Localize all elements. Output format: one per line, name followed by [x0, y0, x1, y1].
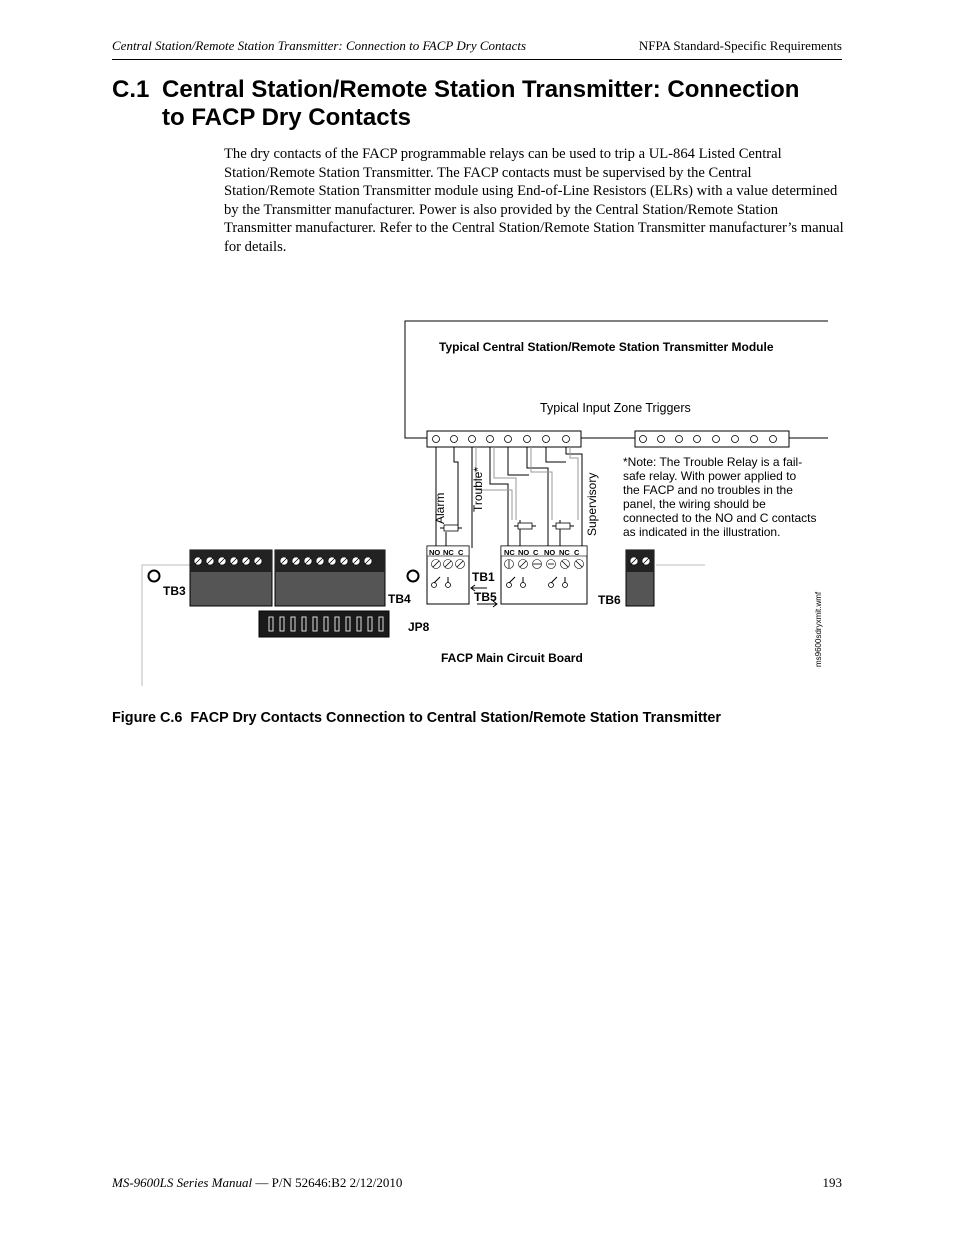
facp-board-label: FACP Main Circuit Board — [441, 651, 583, 665]
tb3-label: TB3 — [163, 584, 186, 598]
mounting-hole-left — [149, 571, 160, 582]
zone-triggers-label: Typical Input Zone Triggers — [540, 401, 691, 415]
tb1-contact-c: C — [458, 548, 464, 557]
mounting-hole-center — [408, 571, 419, 582]
elr-resistors — [440, 523, 574, 531]
body-paragraph: The dry contacts of the FACP programmable relays can be used to trip a UL-864 Listed Central Station/Remote Station Transmitter. The FACP contacts must be supervised by the Central Station/Remote Station Transmitter module using End-of-Line Resistors (ELRs) with a value determined by the Transmitter manufacturer. Power is also provided by the Central Station/Remote Station Transmitter manufacturer. Refer to the Central Station/Remote Station Transmitter manufacturer’s manual for details. — [224, 146, 844, 255]
section-title-line1: Central Station/Remote Station Transmitter: Connection — [162, 76, 800, 103]
trouble-relay-note — [623, 455, 816, 539]
jumper-jp8 — [259, 611, 389, 637]
tb1-contact-nc: NC — [443, 548, 454, 557]
note-line: as indicated in the illustration. — [623, 525, 781, 539]
page-number: 193 — [822, 1175, 842, 1190]
trouble-label: Trouble* — [471, 467, 485, 512]
tb5-contact: NC — [504, 548, 515, 557]
tb5-contact: NO — [544, 548, 556, 557]
supervisory-wire-1 — [508, 447, 529, 475]
tb6-label: TB6 — [598, 593, 621, 607]
tb1-contact-no: NO — [429, 548, 441, 557]
note-line: the FACP and no troubles in the — [623, 483, 793, 497]
supervisory-label: Supervisory — [585, 472, 599, 536]
terminal-block-tb3 — [190, 550, 272, 606]
tb5-contact: NC — [559, 548, 570, 557]
alarm-label: Alarm — [433, 492, 447, 524]
figure-number: Figure C.6 — [112, 710, 183, 726]
running-header-right: NFPA Standard-Specific Requirements — [638, 38, 842, 53]
note-line: connected to the NO and C contacts — [623, 511, 817, 525]
tb5-contact: C — [574, 548, 580, 557]
figure-caption-text: FACP Dry Contacts Connection to Central Station/Remote Station Transmitter — [190, 710, 722, 726]
note-line: panel, the wiring should be — [623, 497, 766, 511]
manual-name: MS-9600LS Series Manual — [112, 1175, 253, 1190]
note-line: *Note: The Trouble Relay is a fail- — [623, 455, 803, 469]
section-number: C.1 — [112, 76, 150, 103]
tb5-contact: C — [533, 548, 539, 557]
elr-alarm — [444, 525, 458, 531]
zone-terminal-strip-2 — [635, 431, 789, 447]
running-footer-left — [112, 1175, 402, 1191]
section-title-line2: to FACP Dry Contacts — [162, 104, 411, 131]
terminal-block-tb6 — [626, 550, 654, 606]
elr-supervisory — [556, 523, 570, 529]
tb1-label: TB1 — [472, 570, 495, 584]
module-title: Typical Central Station/Remote Station Transmitter Module — [439, 340, 774, 354]
alarm-wire-2 — [454, 447, 458, 530]
figure-caption — [112, 710, 721, 726]
terminal-block-tb4 — [275, 550, 385, 606]
zone-terminal-strip-1 — [427, 431, 581, 447]
tb4-label: TB4 — [388, 592, 411, 606]
running-header-left: Central Station/Remote Station Transmitter: Connection to FACP Dry Contacts — [112, 38, 527, 53]
diagram-file-name: ms9600sdryxmit.wmf — [814, 591, 823, 667]
transmitter-module-outline — [405, 321, 828, 438]
supervisory-wire-3 — [546, 447, 566, 462]
tb5-label: TB5 — [474, 590, 497, 604]
elr-trouble — [518, 523, 532, 529]
note-line: safe relay. With power applied to — [623, 469, 797, 483]
part-number: — P/N 52646:B2 2/12/2010 — [252, 1175, 403, 1190]
jp8-label: JP8 — [408, 620, 430, 634]
tb5-contact: NO — [518, 548, 530, 557]
